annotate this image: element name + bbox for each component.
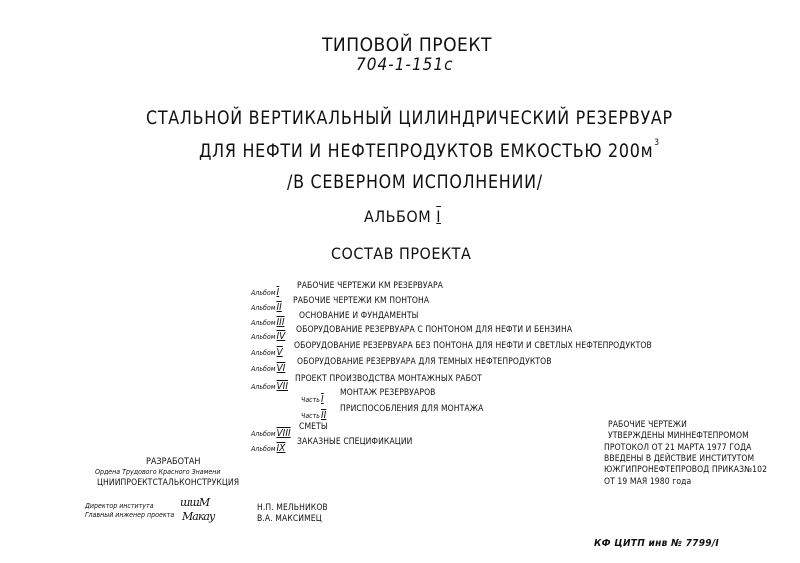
album-row-number: III: [276, 317, 285, 328]
album-heading: [364, 207, 441, 226]
part-row-text: МОНТАЖ РЕЗЕРВУАРОВ: [340, 388, 436, 398]
album-row-number: VII: [276, 381, 288, 392]
title-superscript: 3: [654, 138, 660, 148]
approval-line-5: ЮЖГИПРОНЕФТЕПРОВОД ПРИКАЗ№102: [604, 465, 768, 475]
approval-line-3: ПРОТОКОЛ ОТ 21 МАРТА 1977 ГОДА: [604, 443, 752, 453]
title-line-2: [199, 140, 660, 162]
album-row-label: Альбом: [251, 319, 276, 327]
album-row-text: СМЕТЫ: [299, 422, 328, 432]
project-number: 704-1-151с: [356, 55, 454, 75]
director-role: Директор института: [85, 502, 154, 510]
album-row-6: [251, 356, 285, 375]
inventory-stamp: КФ ЦИТП инв № 7799/I: [594, 538, 720, 549]
developer-heading: РАЗРАБОТАН: [146, 457, 201, 467]
part-row-number: II: [321, 410, 327, 421]
album-row-label: Альбом: [251, 383, 276, 391]
part-row-number: I: [321, 394, 324, 405]
approval-line-1: РАБОЧИЕ ЧЕРТЕЖИ: [608, 420, 687, 430]
approval-line-4: ВВЕДЕНЫ В ДЕЙСТВИЕ ИНСТИТУТОМ: [604, 454, 755, 464]
title-line-3: /В СЕВЕРНОМ ИСПОЛНЕНИИ/: [287, 171, 543, 193]
album-row-text: ОСНОВАНИЕ И ФУНДАМЕНТЫ: [299, 311, 419, 321]
album-row-number: IV: [276, 331, 286, 342]
director-name: Н.П. МЕЛЬНИКОВ: [257, 503, 328, 513]
composition-heading: СОСТАВ ПРОЕКТА: [331, 244, 472, 263]
approval-line-2: УТВЕРЖДЕНЫ МИННЕФТЕПРОМОМ: [608, 431, 749, 441]
album-row-label: Альбом: [251, 365, 276, 373]
chief-role: Главный инженер проекта: [85, 511, 175, 519]
chief-name: В.А. МАКСИМЕЦ: [257, 514, 322, 524]
part-row-2: [301, 403, 326, 422]
album-row-9: [251, 436, 285, 455]
developer-order: Ордена Трудового Красного Знамени: [95, 468, 221, 476]
developer-institute: ЦНИИПРОЕКТСТАЛЬКОНСТРУКЦИЯ: [97, 478, 240, 488]
album-row-text: ОБОРУДОВАНИЕ РЕЗЕРВУАРА БЕЗ ПОНТОНА ДЛЯ НЕФТИ И СВЕТЛЫХ НЕФТЕПРОДУКТОВ: [294, 341, 652, 351]
album-row-label: Альбом: [251, 445, 276, 453]
album-row-label: Альбом: [251, 333, 276, 341]
album-row-text: РАБОЧИЕ ЧЕРТЕЖИ КМ ПОНТОНА: [293, 296, 430, 306]
album-row-number: I: [276, 287, 280, 298]
album-row-number: V: [276, 347, 283, 358]
part-row-label: Часть: [301, 412, 321, 420]
album-row-text: ЗАКАЗНЫЕ СПЕЦИФИКАЦИИ: [297, 437, 413, 447]
chief-signature: Макау: [182, 510, 215, 523]
album-row-label: Альбом: [251, 304, 276, 312]
album-row-number: II: [276, 302, 282, 313]
album-row-text: ОБОРУДОВАНИЕ РЕЗЕРВУАРА ДЛЯ ТЕМНЫХ НЕФТЕПРОДУКТОВ: [297, 357, 552, 367]
director-signature: ɯɯМ: [180, 496, 210, 509]
part-row-label: Часть: [301, 396, 321, 404]
album-row-label: Альбом: [251, 289, 276, 297]
album-row-label: Альбом: [251, 349, 276, 357]
project-type: ТИПОВОЙ ПРОЕКТ: [322, 34, 492, 56]
album-row-number: IX: [276, 443, 286, 454]
album-label: АЛЬБОМ: [364, 207, 432, 226]
approval-line-6: ОТ 19 МАЯ 1980 года: [604, 477, 692, 487]
album-row-number: VI: [276, 363, 286, 374]
part-row-text: ПРИСПОСОБЛЕНИЯ ДЛЯ МОНТАЖА: [340, 404, 484, 414]
album-number: I: [436, 207, 441, 226]
album-row-text: ОБОРУДОВАНИЕ РЕЗЕРВУАРА С ПОНТОНОМ ДЛЯ НЕФТИ И БЕНЗИНА: [296, 325, 573, 335]
album-row-text: ПРОЕКТ ПРОИЗВОДСТВА МОНТАЖНЫХ РАБОТ: [295, 374, 482, 384]
title-line-2-text: ДЛЯ НЕФТИ И НЕФТЕПРОДУКТОВ ЕМКОСТЬЮ 200м: [199, 140, 654, 162]
title-line-1: СТАЛЬНОЙ ВЕРТИКАЛЬНЫЙ ЦИЛИНДРИЧЕСКИЙ РЕЗЕРВУАР: [146, 107, 673, 129]
album-row-7: [251, 374, 288, 393]
album-row-label: Альбом: [251, 430, 276, 438]
album-row-number: VIII: [276, 428, 291, 439]
album-row-text: РАБОЧИЕ ЧЕРТЕЖИ КМ РЕЗЕРВУАРА: [297, 281, 444, 291]
